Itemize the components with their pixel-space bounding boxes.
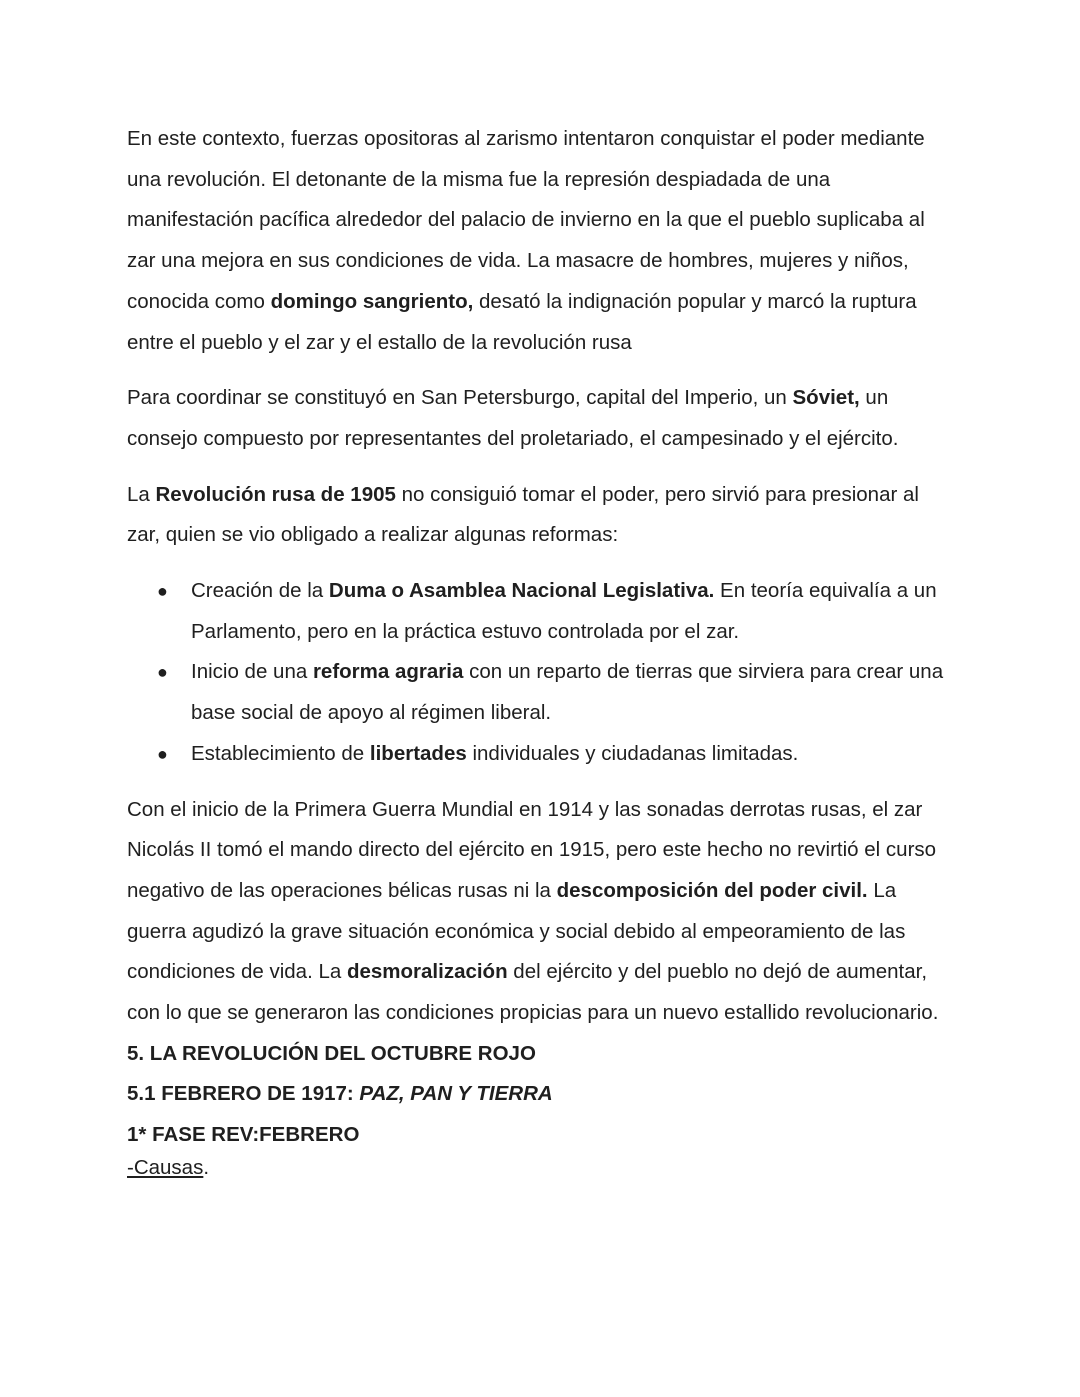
text-span: La guerra agudizó la grave situación económica y social debido al empeoramiento de las condiciones de vida. La xyxy=(127,878,906,984)
text-span: no consiguió tomar el poder, pero sirvió para presionar al zar, quien se vio obligado a realizar algunas reformas: xyxy=(127,482,919,547)
bold-term-duma: Duma o Asamblea Nacional Legislativa. xyxy=(328,579,715,603)
bold-term-desmoralizacion: desmoralización xyxy=(346,960,508,984)
text-span: Con el inicio de la Primera Guerra Mundial en 1914 y las sonadas derrotas rusas, el zar Nicolás II tomó el mando directo del ejército en 1915, pero este hecho no revirtió el curso negativo de las operaciones bélicas rusas ni la xyxy=(127,797,937,902)
underlined-text: -Causas xyxy=(127,1155,204,1179)
bold-term-descomposicion: descomposición del poder civil. xyxy=(556,878,868,902)
text-span: En teoría equivalía a un Parlamento, pero en la práctica estuvo controlada por el zar. xyxy=(191,579,937,643)
text-span: La xyxy=(127,482,156,506)
document-body xyxy=(127,119,957,1180)
bullet-icon: ● xyxy=(157,662,168,683)
italic-slogan: PAZ, PAN Y TIERRA xyxy=(359,1082,553,1106)
paragraph-soviet xyxy=(127,378,957,459)
text-span: del ejército y del pueblo no dejó de aumentar, con lo que se generaron las condiciones propicias para un nuevo estallido revolucionario. xyxy=(127,960,939,1025)
bold-term-reforma-agraria: reforma agraria xyxy=(312,660,464,684)
text-span: individuales y ciudadanas limitadas. xyxy=(466,741,799,765)
reforms-list xyxy=(127,571,957,775)
causas-label xyxy=(127,1156,957,1180)
text-span: un consejo compuesto por representantes del proletariado, el campesinado y el ejército. xyxy=(127,386,899,450)
text-span: desató la indignación popular y marcó la ruptura entre el pueblo y el zar y el estallo de la revolución rusa xyxy=(127,289,917,354)
bullet-icon: ● xyxy=(157,581,168,602)
list-item xyxy=(127,652,957,733)
paragraph-world-war xyxy=(127,790,957,1034)
text-span: con un reparto de tierras que sirviera para crear una base social de apoyo al régimen liberal. xyxy=(191,660,944,725)
bullet-icon: ● xyxy=(157,743,168,764)
text-span: Inicio de una xyxy=(191,660,313,684)
phase-heading: 1* FASE REV:FEBRERO xyxy=(127,1123,360,1147)
list-item xyxy=(127,571,957,652)
text-span: . xyxy=(203,1155,210,1179)
text-span: En este contexto, fuerzas opositoras al zarismo intentaron conquistar el poder mediante una revolución. El detonante de la misma fue la represión despiadada de una manifestación pacífica alrededor del palacio de invierno en la que el pueblo suplicaba al zar una mejora en sus condiciones de vida. La masacre de hombres, mujeres y niños, conocida como xyxy=(127,127,925,313)
text-span: 5.1 FEBRERO DE 1917: xyxy=(127,1082,360,1106)
bold-term-libertades: libertades xyxy=(369,741,467,765)
bold-term-soviet: Sóviet, xyxy=(792,386,860,410)
bold-term-revolucion-1905: Revolución rusa de 1905 xyxy=(155,482,396,506)
bold-term-domingo-sangriento: domingo sangriento, xyxy=(270,289,474,313)
text-span: Creación de la xyxy=(191,579,329,603)
paragraph-revolution-1905 xyxy=(127,475,957,556)
subsection-heading xyxy=(127,1074,957,1115)
text-span: Establecimiento de xyxy=(191,741,370,765)
text-span: Para coordinar se constituyó en San Petersburgo, capital del Imperio, un xyxy=(127,386,793,410)
paragraph-revolution-context xyxy=(127,119,957,363)
list-item xyxy=(127,734,957,775)
section-heading: 5. LA REVOLUCIÓN DEL OCTUBRE ROJO xyxy=(127,1041,536,1065)
